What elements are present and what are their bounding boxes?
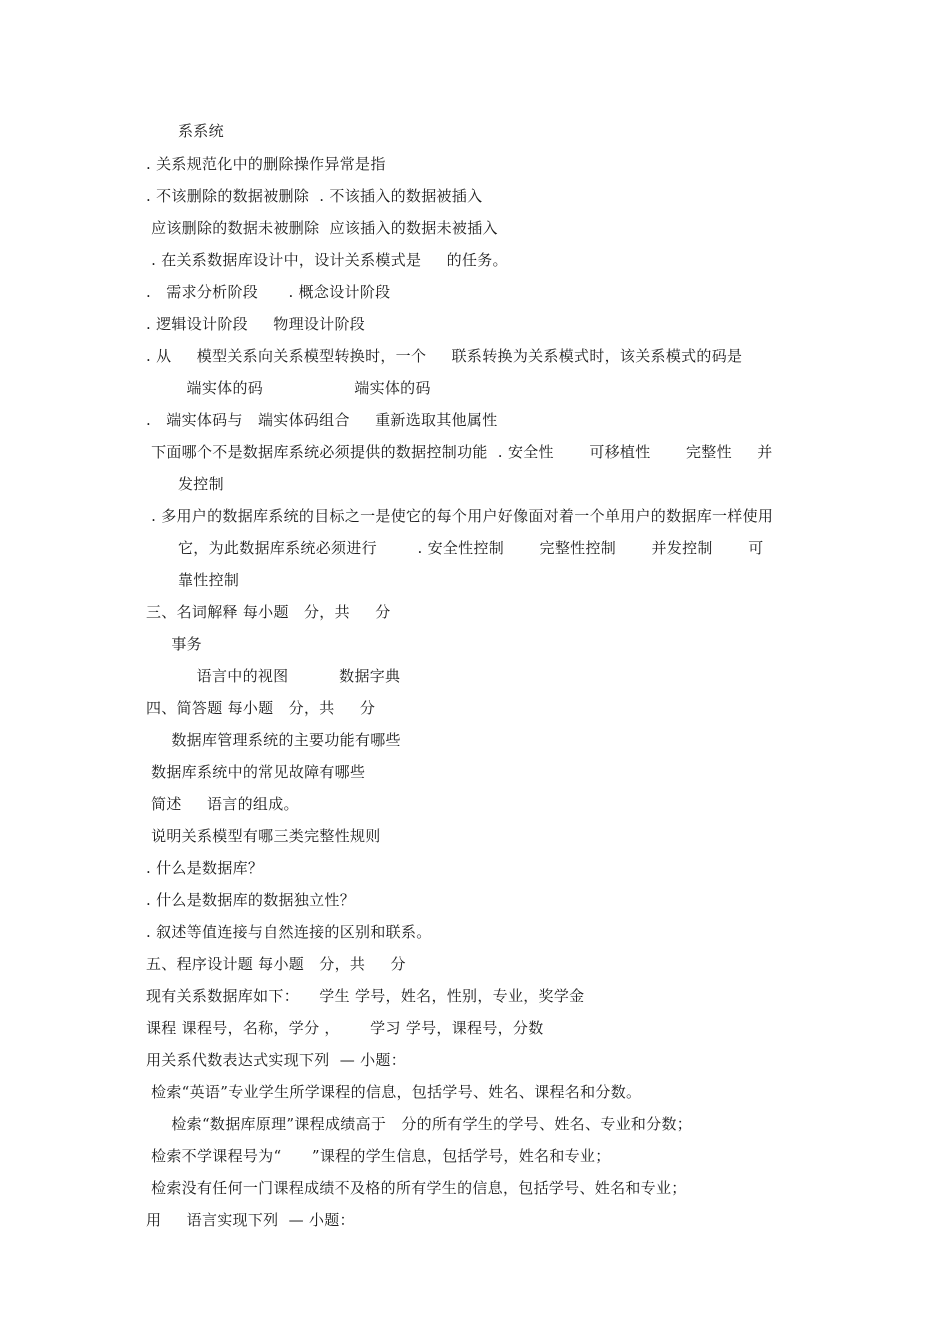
option-line: . 需求分析阶段 . 概念设计阶段: [146, 283, 416, 301]
text-line: 课程 课程号，名称，学分 ， 学习 学号，课程号，分数: [146, 1019, 569, 1037]
question-line: . 从 模型关系向关系模型转换时，一个 联系转换为关系模式时，该关系模式的码是: [146, 347, 778, 365]
option-line: . 端实体码与 端实体码组合 重新选取其他属性: [146, 411, 498, 429]
question-line: . 什么是数据库？: [146, 859, 264, 877]
question-line: 事务: [146, 635, 273, 653]
question-line: 数据库管理系统的主要功能有哪些: [146, 731, 417, 749]
option-line: 应该删除的数据未被删除 应该插入的数据未被插入: [146, 219, 498, 237]
text-line: 现有关系数据库如下： 学生 学号，姓名，性别，专业，奖学金: [146, 987, 610, 1005]
question-line: 语言中的视图 数据字典: [146, 667, 401, 685]
text-line: 发控制: [178, 475, 224, 493]
question-line: 数据库系统中的常见故障有哪些: [146, 763, 381, 781]
question-line: 检索不学课程号为“ ”课程的学生信息，包括学号，姓名和专业；: [146, 1147, 611, 1165]
text-line: 系系统: [178, 122, 224, 140]
question-line: 下面哪个不是数据库系统必须提供的数据控制功能 . 安全性 可移植性 完整性 并: [146, 443, 773, 461]
section-heading: 四、简答题 每小题 分，共 分: [146, 699, 381, 717]
question-line: . 什么是数据库的数据独立性？: [146, 891, 356, 909]
question-line: . 在关系数据库设计中，设计关系模式是 的任务。: [146, 251, 508, 269]
section-heading: 五、程序设计题 每小题 分，共 分: [146, 955, 411, 973]
option-line: . 逻辑设计阶段 物理设计阶段: [146, 315, 366, 333]
option-line: 端实体的码 端实体的码: [146, 379, 431, 397]
section-heading: 三、名词解释 每小题 分，共 分: [146, 603, 396, 621]
question-line: 简述 语言的组成。: [146, 795, 304, 813]
text-line: 靠性控制: [178, 571, 260, 589]
question-line: . 叙述等值连接与自然连接的区别和联系。: [146, 923, 432, 941]
question-line: 检索“英语”专业学生所学课程的信息，包括学号、姓名、课程名和分数。: [146, 1083, 642, 1101]
option-line: . 不该删除的数据被删除 . 不该插入的数据被插入: [146, 187, 483, 205]
question-line: 检索“数据库原理”课程成绩高于 分的所有学生的学号、姓名、专业和分数；: [146, 1115, 693, 1133]
text-line: 它，为此数据库系统必须进行 . 安全性控制 完整性控制 并发控制 可: [178, 539, 764, 557]
text-line: 用关系代数表达式实现下列 — 小题：: [146, 1051, 432, 1069]
question-line: . 关系规范化中的删除操作异常是指: [146, 155, 437, 173]
question-line: 检索没有任何一门课程成绩不及格的所有学生的信息，包括学号、姓名和专业；: [146, 1179, 687, 1197]
question-line: . 多用户的数据库系统的目标之一是使它的每个用户好像面对着一个单用户的数据库一样使用: [146, 507, 774, 525]
text-line: 用 语言实现下列 — 小题：: [146, 1211, 381, 1229]
question-line: 说明关系模型有哪三类完整性规则: [146, 827, 396, 845]
